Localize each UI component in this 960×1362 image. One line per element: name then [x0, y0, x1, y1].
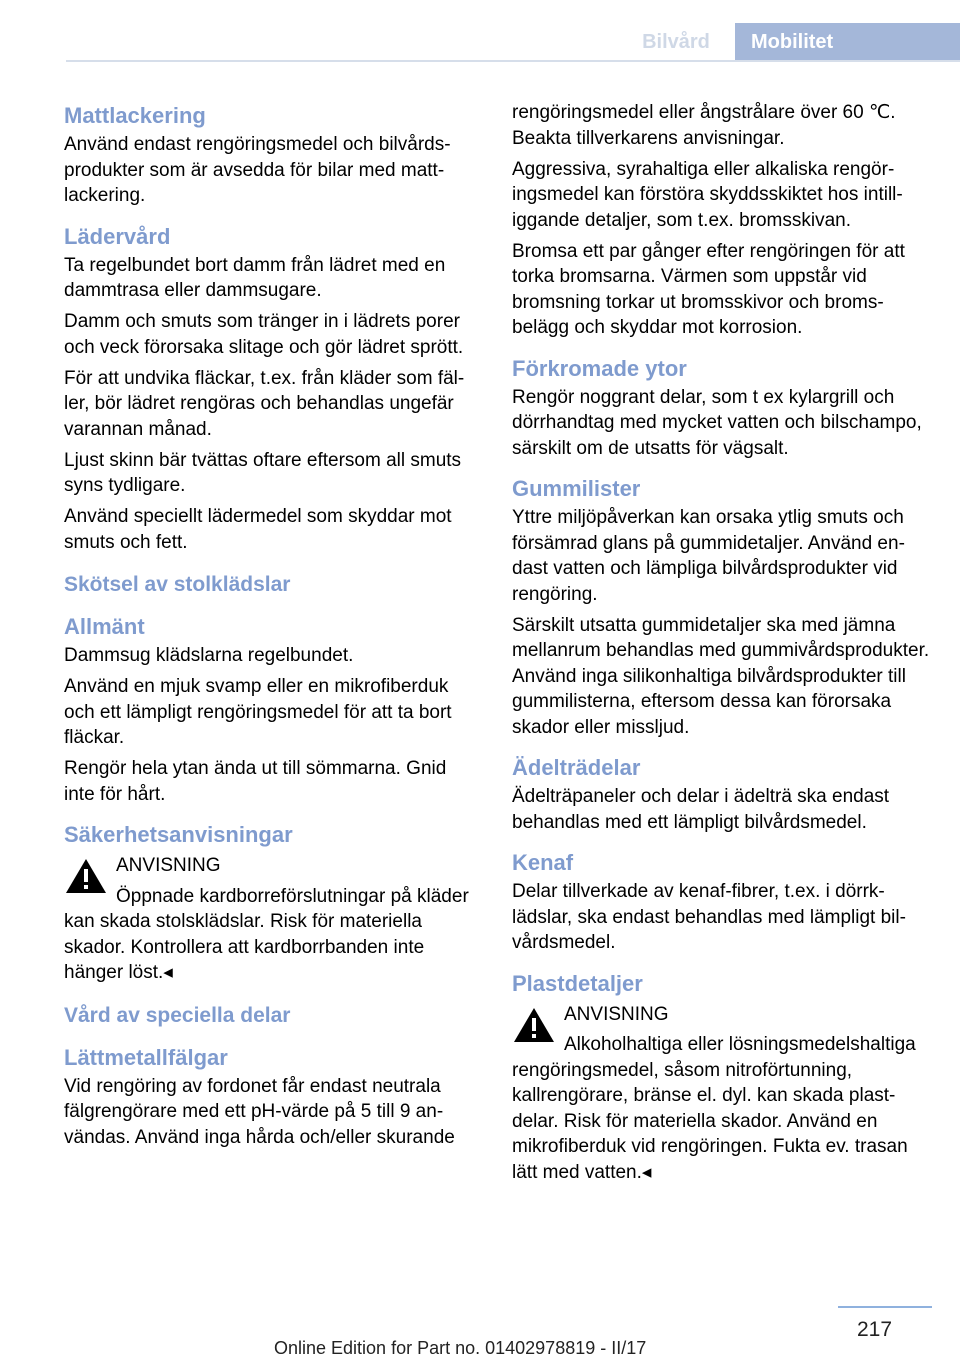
paragraph: Bromsa ett par gånger efter rengöringen för att torka bromsarna. Värmen som uppstår vid bromsning torkar ut bromsskivor och bromsbelägg och skyddar mot korrosion.	[512, 240, 905, 338]
heading-sakerhetsanvisningar: Säkerhetsanvisningar	[64, 822, 293, 847]
left-column	[64, 100, 480, 1156]
heading-mattlackering: Mattlackering	[64, 103, 206, 128]
paragraph: Damm och smuts som tränger in i lädrets porer och veck förorsaka slitage och gör lädret sprött.	[64, 311, 464, 358]
paragraph: Använd endast rengöringsmedel och bilvårdsprodukter som är avsedda för bilar med mattlackering.	[64, 134, 451, 206]
paragraph: rengöringsmedel eller ångstrålare över 60 ℃. Beakta tillverkarens anvisningar.	[512, 102, 896, 149]
paragraph: Aggressiva, syrahaltiga eller alkaliska rengöringsmedel kan förstöra skyddsskiktet hos intilliggande detaljer, som t.ex. bromsskivan.	[512, 158, 903, 231]
paragraph: Delar tillverkade av kenaf-fibrer, t.ex. i dörrklädslar, ska endast behandlas med lämpligt bilvårdsmedel.	[512, 881, 906, 953]
warning-text: Alkoholhaltiga eller lösningsmedelshaltiga rengöringsmedel, såsom nitroförtunning, kallrengörare, bränse el. dyl. kan skada plastdelar. Risk för materiella skador. Använd en mikrofiberduk vid rengöringen. Fukta ev. trasan lätt med vatten.◂	[512, 1034, 916, 1183]
footer-divider	[838, 1306, 932, 1308]
page-number: 217	[857, 1318, 893, 1341]
heading-kenaf: Kenaf	[512, 850, 574, 875]
warning-triangle-icon	[64, 857, 108, 895]
heading-vard-speciella-delar: Vård av speciella delar	[64, 1003, 291, 1027]
paragraph: Särskilt utsatta gummidetaljer ska med jämna mellanrum behandlas med gummivårdsprodukter. Använd inga silikonhaltiga bilvårdsprodukter till gummilisterna, eftersom dessa kan förorsaka skador eller missljud.	[512, 614, 930, 738]
paragraph: Ljust skinn bär tvättas oftare eftersom all smuts syns tydligare.	[64, 449, 462, 496]
heading-gummilister: Gummilister	[512, 476, 641, 501]
heading-allmant: Allmänt	[64, 614, 145, 639]
tab-bilvard[interactable]: Bilvård	[642, 31, 710, 53]
paragraph: Rengör hela ytan ända ut till sömmarna. Gnid inte för hårt.	[64, 758, 447, 805]
paragraph: Ädelträpaneler och delar i ädelträ ska endast behandlas med ett lämpligt bilvårdsmedel.	[512, 786, 890, 833]
paragraph: Rengör noggrant delar, som t ex kylargrill och dörrhandtag med mycket vatten och bilschampo, särskilt om de utsatts för vägsalt.	[512, 386, 922, 459]
heading-stolkladslar: Skötsel av stolklädslar	[64, 573, 291, 596]
warning-text: Öppnade kardborreförslutningar på kläder kan skada stolsklädslar. Risk för materiella skador. Kontrollera att kardborrbanden inte hänger löst.◂	[64, 885, 469, 983]
warning-label: ANVISNING	[564, 1003, 669, 1025]
paragraph: Ta regelbundet bort damm från lädret med en dammtrasa eller dammsugare.	[64, 254, 446, 301]
heading-ladervard: Lädervård	[64, 223, 171, 249]
warning-label: ANVISNING	[116, 855, 221, 876]
heading-adeltradelar: Ädelträdelar	[512, 755, 641, 780]
paragraph: Dammsug klädslarna regelbundet.	[64, 645, 354, 666]
right-column	[512, 100, 932, 1191]
heading-plastdetaljer: Plastdetaljer	[512, 970, 643, 996]
heading-forkromade-ytor: Förkromade ytor	[512, 355, 687, 381]
header-divider	[66, 60, 960, 62]
paragraph: Använd en mjuk svamp eller en mikrofiberduk och ett lämpligt rengöringsmedel för att ta bort fläckar.	[64, 676, 452, 748]
header-tabs	[617, 23, 960, 61]
paragraph: För att undvika fläckar, t.ex. från kläder som fäller, bör lädret rengöras och behandlas ungefär varannan månad.	[64, 367, 465, 440]
heading-lattmetallfalgar: Lättmetallfälgar	[64, 1044, 228, 1070]
paragraph: Använd speciellt lädermedel som skyddar mot smuts och fett.	[64, 506, 452, 553]
warning-notice	[64, 853, 480, 986]
paragraph: Vid rengöring av fordonet får endast neutrala fälgrengörare med ett pH-värde på 5 till 9 användas. Använd inga hårda och/eller skurande	[64, 1075, 455, 1148]
paragraph: Yttre miljöpåverkan kan orsaka ytlig smuts och försämrad glans på gummidetaljer. Använd endast vatten och lämpliga bilvårdsprodukter vid rengöring.	[512, 507, 905, 605]
edition-footer: Online Edition for Part no. 01402978819 - II/17	[274, 1338, 647, 1358]
tab-mobilitet[interactable]: Mobilitet	[735, 23, 960, 61]
warning-triangle-icon	[512, 1006, 556, 1044]
warning-notice	[512, 1002, 932, 1186]
